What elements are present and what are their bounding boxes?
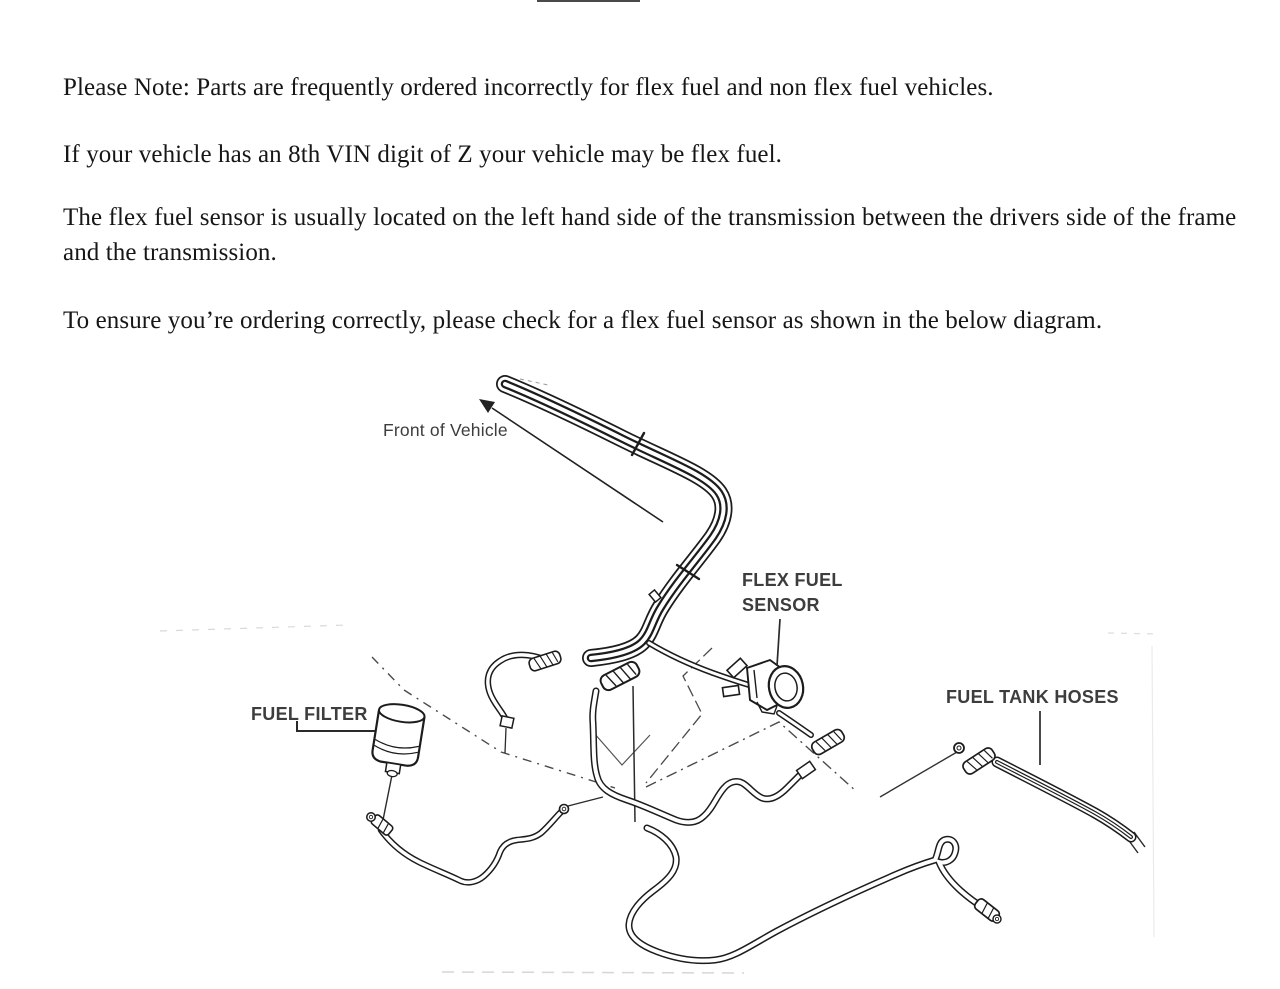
sensor-stub	[727, 658, 747, 677]
sensor-outlet-hose	[779, 713, 811, 735]
fuel-tank-hoses-label: FUEL TANK HOSES	[946, 687, 1119, 707]
banded-fitting	[810, 728, 846, 757]
notice-paragraph-4: To ensure you’re ordering correctly, please check for a flex fuel sensor as shown in the below diagram.	[63, 307, 1103, 334]
dashed-zigzag-right	[646, 722, 857, 792]
fuel-filter-label: FUEL FILTER	[251, 704, 368, 724]
center-zigzag-fuel-line	[593, 691, 802, 822]
thin-v-line	[594, 733, 650, 765]
notice-paragraph-1: Please Note: Parts are frequently ordered incorrectly for flex fuel and non flex fuel vehicles.	[63, 74, 994, 101]
flex-fuel-sensor-label-line2: SENSOR	[742, 595, 820, 615]
banded-fitting	[961, 746, 997, 776]
ring-fitting	[993, 915, 1001, 923]
ring-fitting	[954, 743, 964, 753]
notice-paragraph-3: The flex fuel sensor is usually located on the left hand side of the transmission between the drivers side of the frame and the transmission.	[63, 204, 1237, 266]
front-of-vehicle-label: Front of Vehicle	[383, 420, 508, 440]
small-fitting	[500, 716, 514, 728]
arrowhead	[479, 399, 495, 413]
sensor-stub	[722, 685, 739, 696]
fuel-line-bundle	[505, 384, 724, 658]
ring-fitting	[560, 805, 569, 814]
ring-fitting	[367, 813, 376, 822]
notice-paragraph-2: If your vehicle has an 8th VIN digit of Z your vehicle may be flex fuel.	[63, 141, 783, 168]
frame-dashed-lines	[372, 648, 957, 797]
flex-fuel-sensor-drawing	[722, 658, 807, 714]
flex-fuel-sensor-label-line1: FLEX FUEL	[742, 570, 843, 590]
fuel-tank-hose-pair	[997, 762, 1131, 837]
filter-outlet-hose	[381, 812, 561, 882]
bottom-fuel-line	[629, 828, 981, 961]
flex-fuel-sensor-leader	[777, 619, 780, 666]
thin-line-to-tank-connector	[880, 752, 957, 797]
fuel-filter-drawing	[369, 701, 426, 780]
